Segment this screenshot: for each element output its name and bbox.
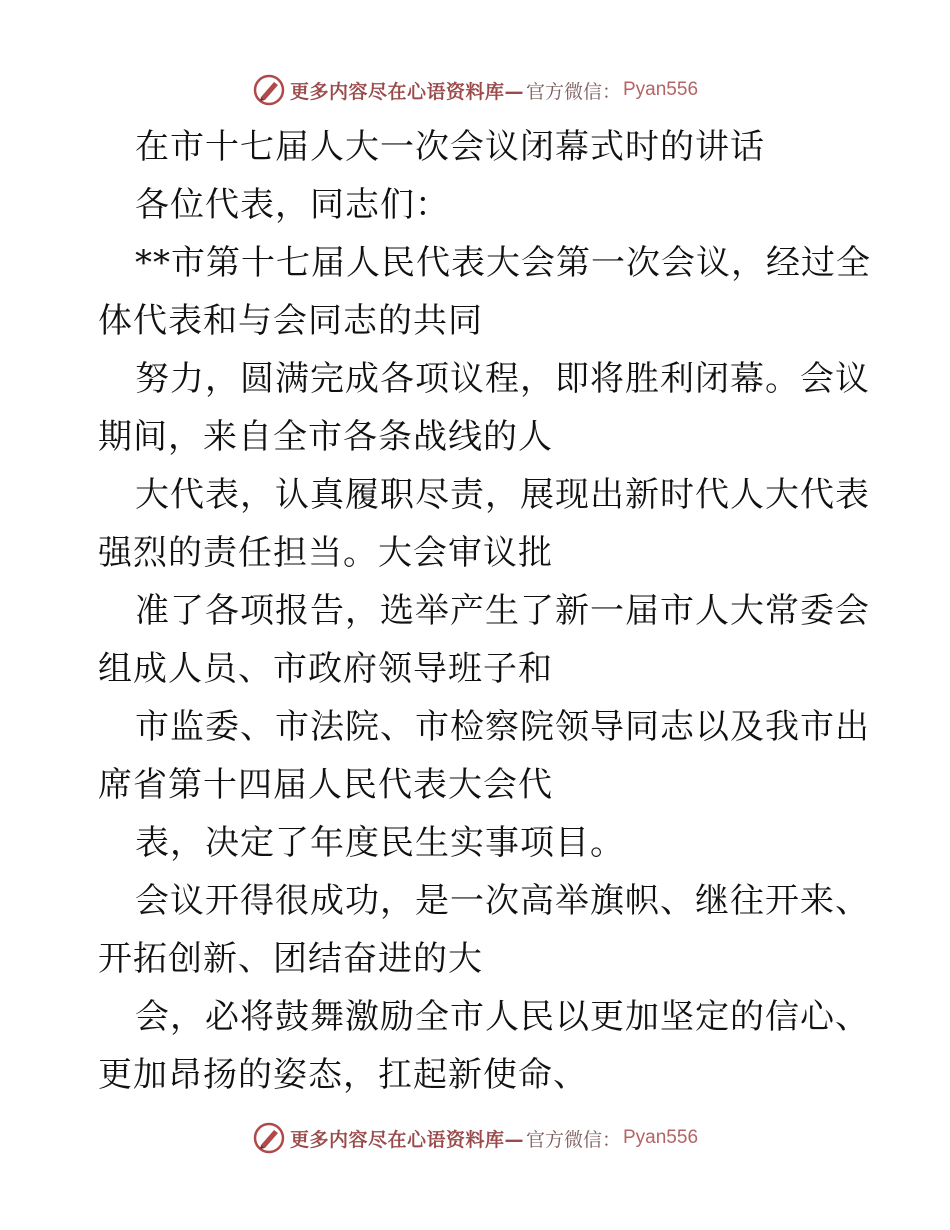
text-line: 准了各项报告，选举产生了新一届市人大常委会: [135, 591, 870, 631]
banner-wechat-id: Pyan556: [623, 79, 699, 100]
salutation: 各位代表，同志们：: [135, 185, 450, 225]
text-line: 开拓创新、团结奋进的大: [98, 939, 483, 979]
text-line: **市第十七届人民代表大会第一次会议，经过全: [135, 243, 871, 283]
text-line: 体代表和与会同志的共同: [98, 301, 483, 341]
banner-text: 更多内容尽在心语资料库—: [289, 1128, 524, 1151]
text-line: 组成人员、市政府领导班子和: [98, 649, 553, 689]
text-line: 会，必将鼓舞激励全市人民以更加坚定的信心、: [135, 997, 870, 1037]
text-line: 席省第十四届人民代表大会代: [98, 765, 553, 805]
document-body: [98, 118, 871, 1104]
text-line: 强烈的责任担当。大会审议批: [98, 533, 553, 573]
banner-wechat-label: 官方微信：: [525, 1128, 621, 1151]
banner-wechat-id: Pyan556: [623, 1127, 699, 1148]
footer-banner: [0, 1118, 950, 1158]
text-line: 市监委、市法院、市检察院领导同志以及我市出: [135, 707, 870, 747]
header-banner: [0, 70, 950, 110]
text-line: 大代表，认真履职尽责，展现出新时代人大代表: [135, 475, 870, 515]
text-line: 期间，来自全市各条战线的人: [98, 417, 553, 457]
pen-logo-icon: [252, 73, 286, 107]
text-line: 更加昂扬的姿态，扛起新使命、: [98, 1055, 588, 1095]
text-line: 表，决定了年度民生实事项目。: [135, 823, 625, 863]
pen-logo-icon: [252, 1121, 286, 1155]
document-title: 在市十七届人大一次会议闭幕式时的讲话: [135, 127, 765, 167]
banner-text: 更多内容尽在心语资料库—: [289, 80, 524, 103]
banner-wechat-label: 官方微信：: [525, 80, 621, 103]
text-line: 会议开得很成功，是一次高举旗帜、继往开来、: [135, 881, 870, 921]
text-line: 努力，圆满完成各项议程，即将胜利闭幕。会议: [135, 359, 870, 399]
